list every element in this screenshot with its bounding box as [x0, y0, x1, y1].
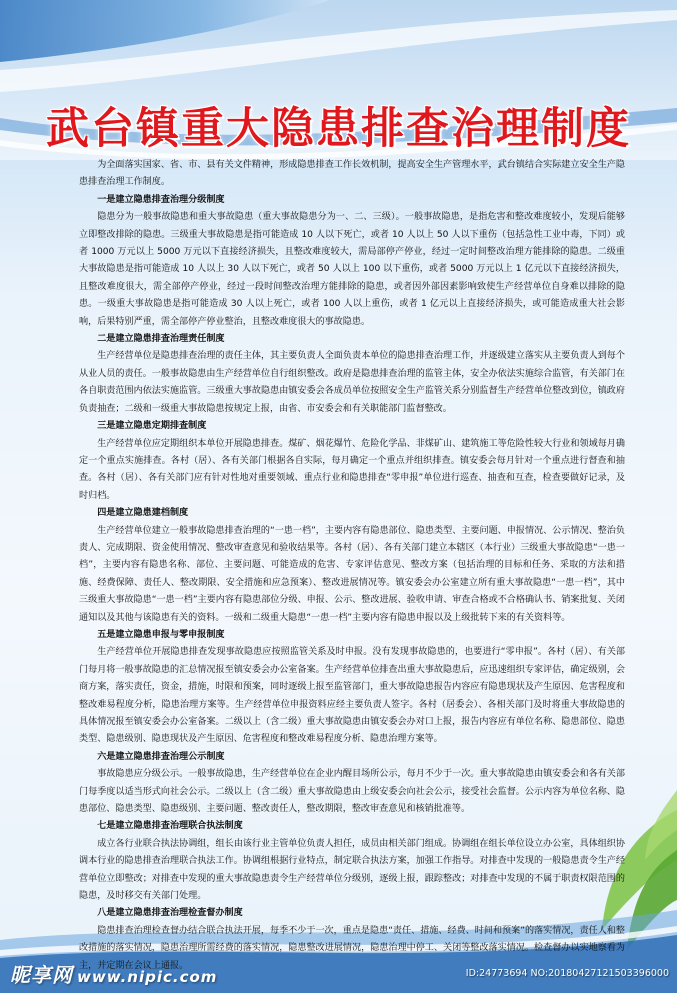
section-body: 隐患分为一般事故隐患和重大事故隐患（重大事故隐患分为一、二、三级）。一般事故隐患，是指危害和整改难度较小，发现后能够立即整改排除的隐患。三级重大事故隐患是指可能造成 10 人以下死亡，或者 10 人以上 50 人以下重伤（包括急性工业中毒，下同）或者 1000 万元以上 5000 万元以下直接经济损失，且整改难度较大，需局部停产停业，经过一定时间整改治理方能排除的隐患。二级重大事故隐患是指可能造成 10 人以上 30 人以下死亡，或者 50 人以上 100 以下重伤，或者 5000 万元以上 1 亿元以下直接经济损失，且整改难度很大，需全部停产停业，经过一段时间整改治理方能排除的隐患，或者因外部因素影响致使生产经营单位自身难以排除的隐患。一级重大事故隐患是指可能造成 30 人以上死亡，或者 100 人以上重伤，或者 1 亿元以上直接经济损失，或可能造成重大社会影响，后果特别严重，需全部停产停业整治，且整改难度很大的事故隐患。: [79, 212, 625, 327]
section-body: 生产经营单位开展隐患排查发现事故隐患应按照监管关系及时申报。没有发现事故隐患的，也要进行“零申报”。各村（居）、有关部门每月将一般事故隐患的汇总情况报至镇安委会办公室备案。生产经营单位排查出重大事故隐患后，应迅速组织专家评估，确定级别，会商方案，落实责任，资金，措施，时限和预案，同时逐级上报至监管部门，重大事故隐患报告内容应有隐患现状及产生原因、危害程度和整改难易程度分析，隐患治理方案等。生产经营单位申报资料应经主要负责人签字。各村（居委会）、各相关部门及时将重大事故隐患的具体情况报至镇安委会办公室备案。二级以上（含二级）重大事故隐患由镇安委会办对口上报，报告内容应有单位名称、隐患部位、隐患类型、隐患级别、隐患现状及产生原因、危害程度和整改难易程度分析、隐患治理方案等。: [79, 647, 625, 745]
watermark-logo: [10, 959, 217, 988]
section-body: 生产经营单位建立一般事故隐患排查治理的“一患一档”，主要内容有隐患部位、隐患类型、主要问题、申报情况、公示情况、整治负责人、完成期限、资金使用情况、整改审查意见和验收结果等。各村（居）、各有关部门建立本辖区（本行业）三级重大事故隐患“一患一档”，主要内容有隐患名称、部位、主要问题、可能造成的危害、专家评估意见、整改方案（包括治理的目标和任务、采取的方法和措施、经费保障、责任人、整改期限、安全措施和应急预案）、整改进展情况等。镇安委会办公室建立所有重大事故隐患“一患一档”，其中三级重大事故隐患“一患一档”主要内容有隐患部位分级、申报、公示、整改进展、验收申请、审查合格或不合格确认书、销案批复、关闭通知以及其他与该隐患有关的资料。一级和二级重大隐患“一患一档”主要内容有隐患申报以及上级批转下来的有关资料等。: [79, 525, 625, 623]
intro-paragraph: 为全面落实国家、省、市、县有关文件精神，形成隐患排查工作长效机制，提高安全生产管理水平，武台镇结合实际建立安全生产隐患排查治理工作制度。: [79, 160, 625, 188]
section-heading: 一是建立隐患排查治理分级制度: [97, 194, 225, 205]
section-heading: 七是建立隐患排查治理联合执法制度: [97, 821, 243, 832]
section-heading: 八是建立隐患排查治理检查督办制度: [97, 908, 243, 919]
section-body: 成立各行业联合执法协调组，组长由该行业主管单位负责人担任，成员由相关部门组成。协调组在组长单位设立办公室，具体组织协调本行业的隐患排查治理联合执法工作。协调组根据行业特点，制定联合执法方案，加强工作指导。对排查中发现的一般隐患责令生产经营单位立即整改；对排查中发现的重大事故隐患责令生产经营单位分级别，逐级上报，跟踪整改；对排查中发现的不属于职责权限范围的隐患，及时移交有关部门处理。: [79, 838, 625, 902]
section-body: 事故隐患应分级公示。一般事故隐患，生产经营单位在企业内醒目场所公示，每月不少于一次。重大事故隐患由镇安委会和各有关部门每季度以适当形式向社会公示。二级以上（含二级）重大事故隐患由上级安委会向社会公示，接受社会监督。公示内容为单位名称、隐患部位、隐患类型、隐患级别、主要问题、整改责任人，整改期限，整改审查意见和核销批准等。: [79, 769, 625, 815]
watermark-id: ID:24773694 NO:20180427121503396000: [465, 968, 669, 979]
section-body: 生产经营单位应定期组织本单位开展隐患排查。煤矿、烟花爆竹、危险化学品、非煤矿山、建筑施工等危险性较大行业和领域每月确定一个重点实施排查。各村（居）、各有关部门根据各自实际，每月确定一个重点并组织排查。镇安委会每月针对一个重点进行督查和抽查。各村（居）、各有关部门应有针对性地对重要领域、重点行业和隐患排查“零申报”单位进行巡查、抽查和互查，检查要做好记录，及时归档。: [79, 438, 625, 501]
watermark-logo-text: 昵享网: [10, 963, 73, 987]
section-body: 隐患排查治理检查督办结合联合执法开展，每季不少于一次，重点是隐患“责任、措施、经费、时间和预案”的落实情况，责任人和整改措施的落实情况，隐患治理所需经费的落实情况，隐患整改进展情况，隐患治理中停工、关闭等整改落实情况。检查督办以实地察看为主，并定期在会议上通报。: [79, 925, 625, 971]
section-heading: 六是建立隐患排查治理公示制度: [97, 751, 225, 762]
section-heading: 五是建立隐患申报与零申报制度: [97, 629, 225, 640]
watermark-url: www.nipic.com: [77, 968, 218, 986]
document-body: [79, 157, 625, 975]
page-title: 武台镇重大隐患排查治理制度: [46, 103, 631, 154]
section-heading: 四是建立隐患建档制度: [97, 508, 189, 519]
section-heading: 二是建立隐患排查治理责任制度: [97, 334, 225, 345]
section-body: 生产经营单位是隐患排查治理的责任主体，其主要负责人全面负责本单位的隐患排查治理工作，并逐级建立落实从主要负责人到每个从业人员的责任。一般事故隐患由生产经营单位自行组织整改。政府是隐患排查治理的监管主体，安全办依法实施综合监管，有关部门在各自职责范围内依法实施监管。三级重大事故隐患由镇安委会各成员单位按照安全生产监管关系分别监督生产经营单位整改到位，镇政府负责抽查；二级和一级重大事故隐患按规定上报，由省、市安委会和有关职能部门监督整改。: [79, 351, 625, 414]
section-heading: 三是建立隐患定期排查制度: [97, 421, 207, 432]
